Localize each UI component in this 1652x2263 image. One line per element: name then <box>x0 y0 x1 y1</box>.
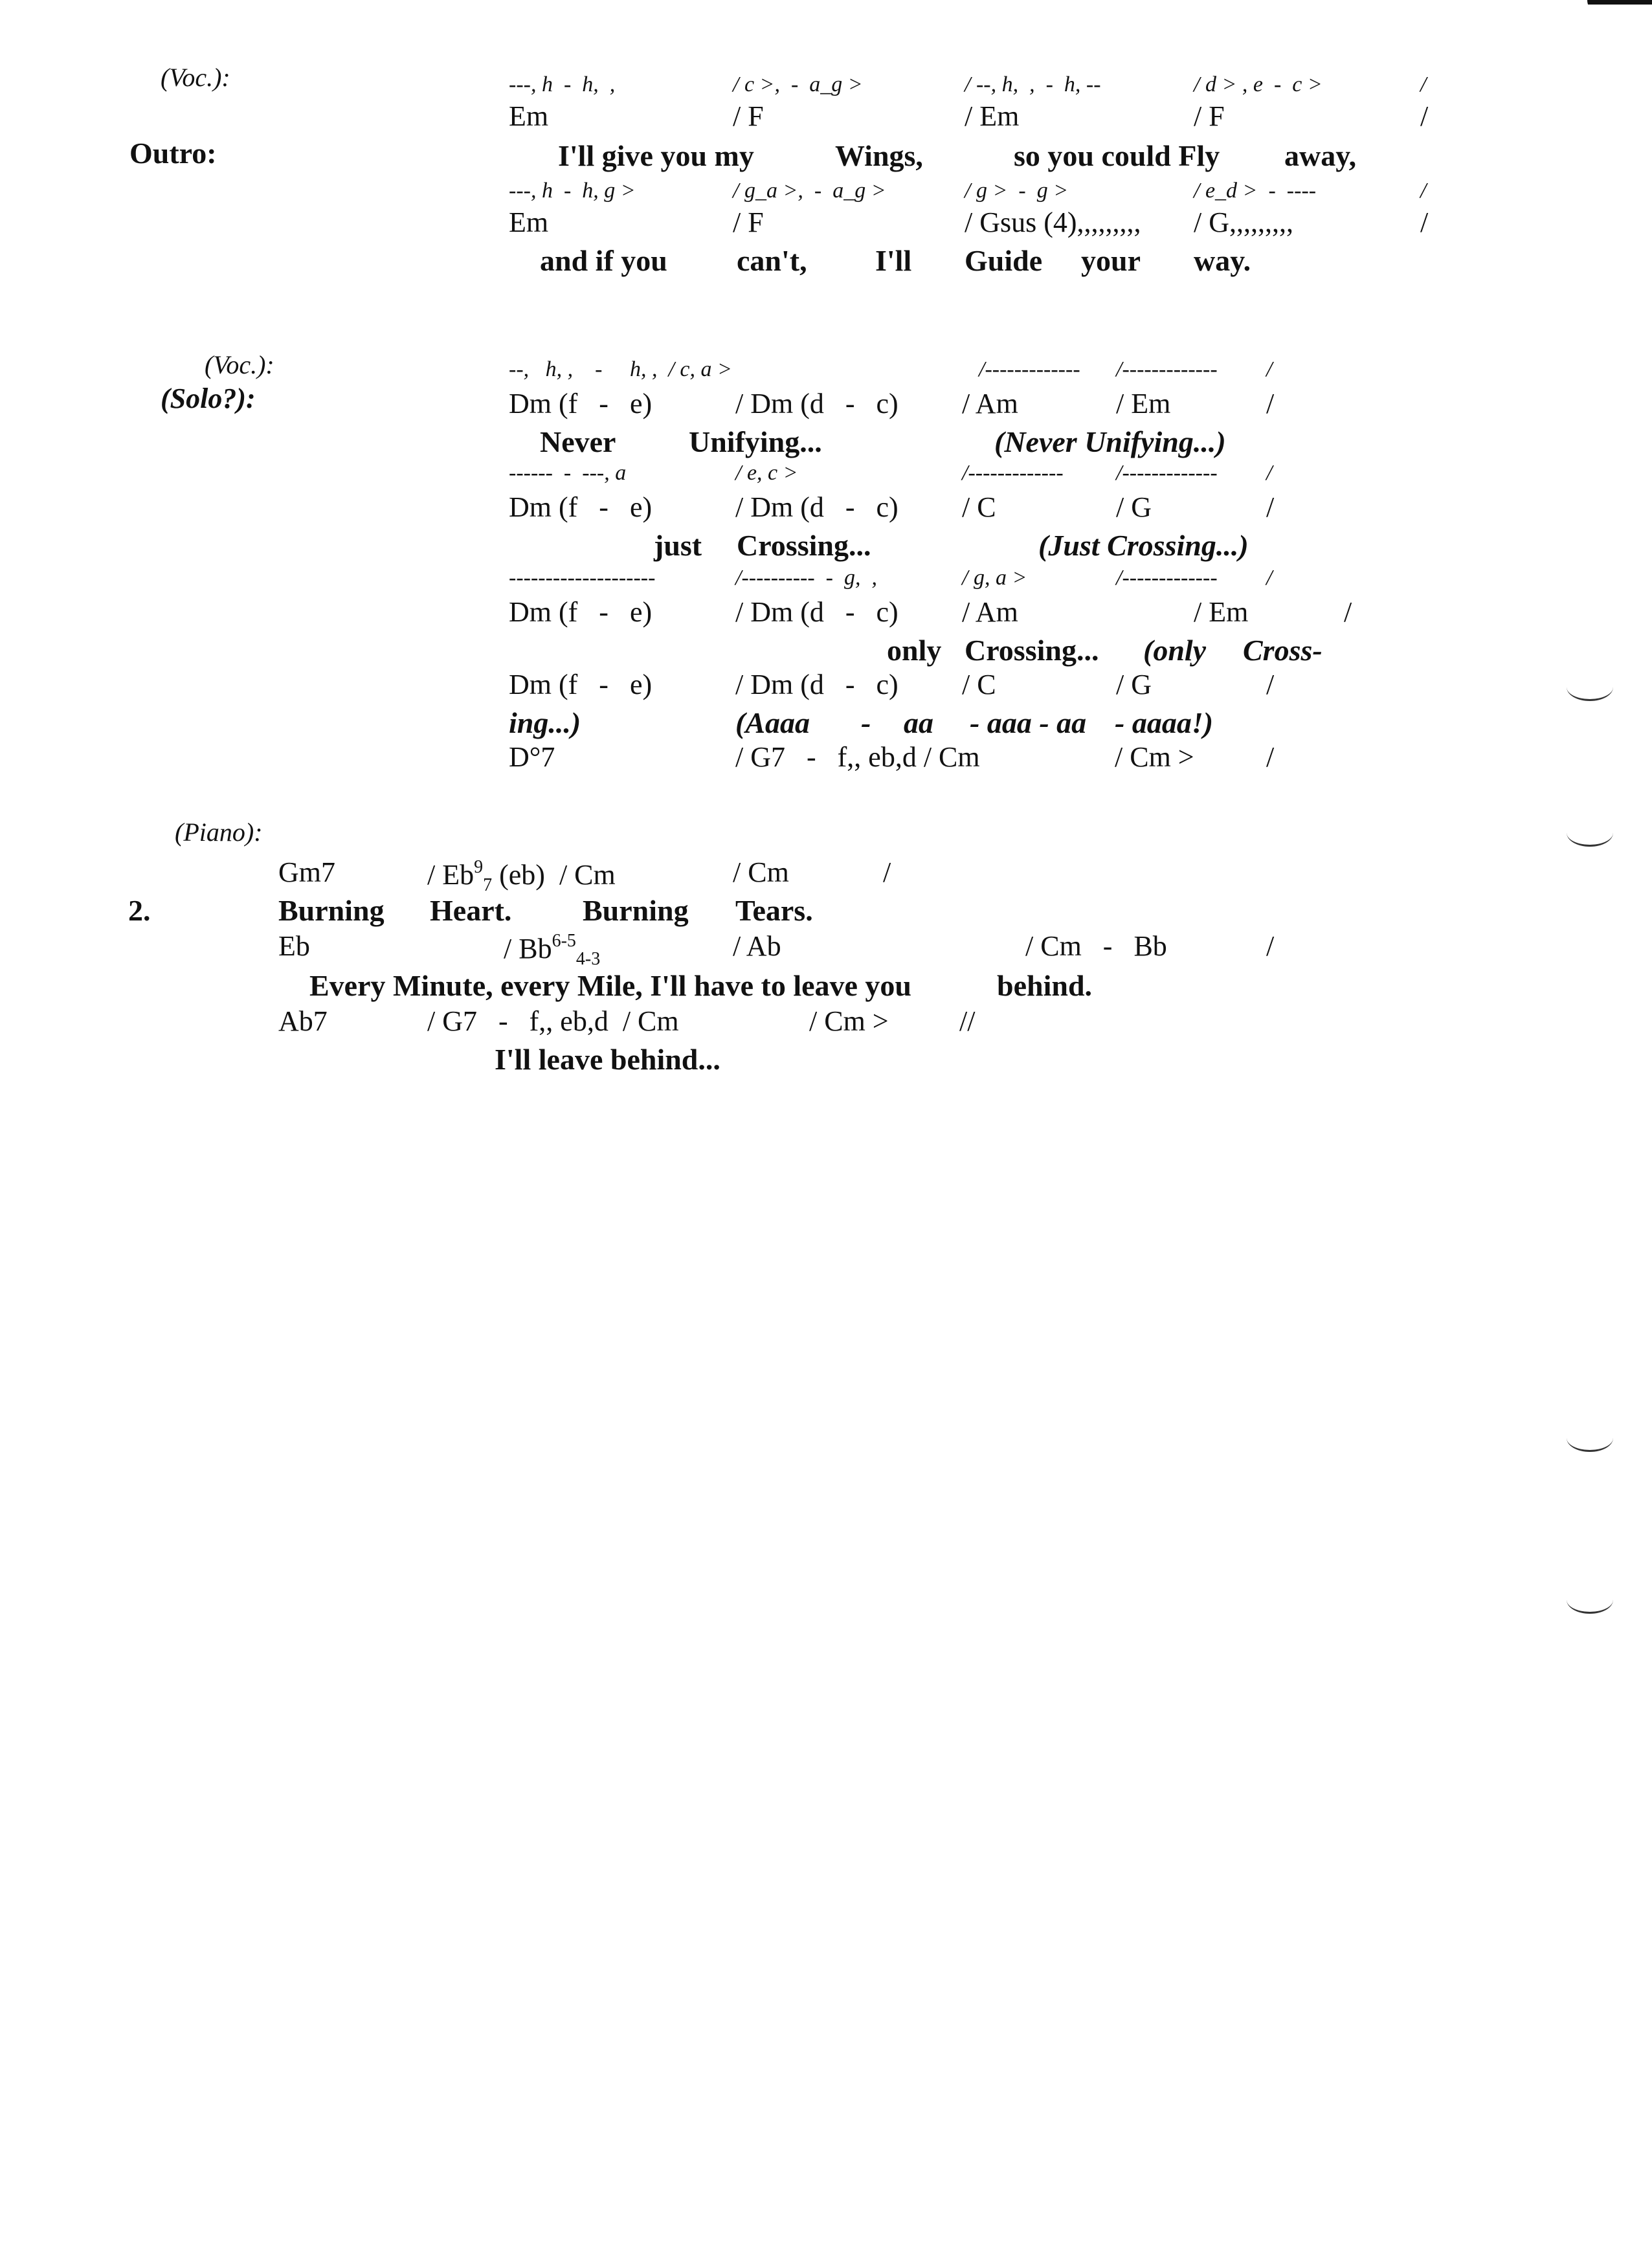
chord-line: Em <box>509 206 549 238</box>
melody-line: / <box>1420 179 1427 203</box>
chord-line: / Dm (d - c) <box>735 491 899 523</box>
lyric-line: Never <box>540 425 616 458</box>
melody-line: / g > - g > <box>965 179 1069 203</box>
melody-line: /------------- <box>1116 357 1218 381</box>
chord-line: / G <box>1116 669 1152 700</box>
chord-line: / Em <box>1194 596 1249 628</box>
punch-hole-mark <box>1567 1586 1613 1614</box>
melody-line: /------------- <box>962 461 1064 485</box>
chord-line: / Em <box>1116 388 1171 419</box>
lyric-line: away, <box>1284 139 1357 172</box>
lyric-line: (Aaaa <box>735 706 810 739</box>
lyric-line: aa <box>904 706 933 739</box>
lyric-line: (Just Crossing...) <box>1038 529 1249 562</box>
chord-line: / <box>1266 930 1275 962</box>
lyric-line: Burning <box>583 894 689 927</box>
chord-line: Dm (f - e) <box>509 596 653 628</box>
chord-line: / C <box>962 491 996 523</box>
melody-line: / g_a >, - a_g > <box>733 179 886 203</box>
section-label-solo: (Solo?): <box>161 383 256 414</box>
lyric-line: Unifying... <box>689 425 822 458</box>
chord-line: Eb <box>278 930 310 962</box>
lyric-line: Guide <box>965 244 1043 277</box>
melody-line: / d > , e - c > <box>1194 72 1323 96</box>
chord-text: / Bb <box>504 933 552 964</box>
chord-line: / Dm (d - c) <box>735 388 899 419</box>
melody-line: /------------- <box>1116 566 1218 590</box>
lyric-line: - <box>861 706 871 739</box>
melody-line: -------------------- <box>509 566 656 590</box>
melody-line: / g, a > <box>962 566 1027 590</box>
melody-line: / --, h, , - h, -- <box>965 72 1101 96</box>
lyric-line: I'll <box>875 244 912 277</box>
chord-line: / G7 - f,, eb,d / Cm <box>735 741 980 773</box>
melody-line: / c >, - a_g > <box>733 72 863 96</box>
chord-line: / <box>1266 388 1275 419</box>
chord-line <box>504 932 600 968</box>
page-corner-mark <box>1587 0 1652 15</box>
chord-text: (eb) / Cm <box>492 859 616 891</box>
piano-label: (Piano): <box>175 818 263 847</box>
lyric-line: Crossing... <box>965 634 1099 667</box>
chord-line: / Em <box>965 100 1020 132</box>
chord-line: / Am <box>962 596 1018 628</box>
chord-line: / Gsus (4),,,,,,,,, <box>965 206 1141 238</box>
lyric-line: only <box>887 634 942 667</box>
punch-hole-mark <box>1567 819 1613 847</box>
chord-line: / Dm (d - c) <box>735 596 899 628</box>
lyric-line: (Never Unifying...) <box>994 425 1226 458</box>
melody-line: ------ - ---, a <box>509 461 627 485</box>
chord-line: / G7 - f,, eb,d / Cm <box>427 1005 679 1037</box>
chord-line: / Cm - Bb <box>1025 930 1167 962</box>
lyric-line: behind. <box>997 969 1093 1002</box>
verse-number: 2. <box>128 894 151 927</box>
lyric-line: (only <box>1143 634 1207 667</box>
lyric-line: I'll give you my <box>558 139 754 172</box>
voc-label: (Voc.): <box>161 63 230 92</box>
chord-line: Em <box>509 100 549 132</box>
voc-label: (Voc.): <box>205 350 274 379</box>
melody-line: / e, c > <box>735 461 798 485</box>
chord-line: / Dm (d - c) <box>735 669 899 700</box>
chord-subscript: 4-3 <box>575 949 601 969</box>
chord-subscript: 7 <box>483 875 493 895</box>
lyric-line: Cross- <box>1243 634 1323 667</box>
chord-line: Dm (f - e) <box>509 491 653 523</box>
lyric-line: Wings, <box>835 139 923 172</box>
chord-line: / C <box>962 669 996 700</box>
chord-line <box>427 858 616 895</box>
melody-line: / <box>1266 566 1273 590</box>
melody-line: /---------- - g, , <box>735 566 877 590</box>
chord-line: / <box>1266 741 1275 773</box>
lyric-line: way. <box>1194 244 1251 277</box>
chord-line: // <box>959 1005 976 1037</box>
chord-line: / Ab <box>733 930 781 962</box>
chord-line: / G <box>1116 491 1152 523</box>
chord-line: / G,,,,,,,,, <box>1194 206 1293 238</box>
chord-line: D°7 <box>509 741 555 773</box>
lyric-line: ing...) <box>509 706 581 739</box>
lyric-line: can't, <box>737 244 807 277</box>
chord-line: Dm (f - e) <box>509 388 653 419</box>
lyric-line: so you could Fly <box>1014 139 1220 172</box>
lyric-line: Tears. <box>735 894 813 927</box>
lyric-line: Heart. <box>430 894 512 927</box>
melody-line: / <box>1266 461 1273 485</box>
chord-superscript: 9 <box>474 857 484 877</box>
chord-text: / Eb <box>427 859 474 891</box>
lyric-line: - aaa - aa <box>970 706 1087 739</box>
lyric-line: Crossing... <box>737 529 871 562</box>
melody-line: / e_d > - ---- <box>1194 179 1317 203</box>
punch-hole-mark <box>1567 673 1613 701</box>
chord-line: Dm (f - e) <box>509 669 653 700</box>
lyric-line: - aaaa!) <box>1115 706 1214 739</box>
melody-line: / <box>1420 72 1427 96</box>
chord-line: / <box>883 856 891 888</box>
melody-line: ---, h - h, , <box>509 72 616 96</box>
lyric-line: and if you <box>540 244 667 277</box>
lyric-line: just <box>654 529 702 562</box>
lyric-line: Every Minute, every Mile, I'll have to leave you <box>309 969 912 1002</box>
chord-line: / <box>1420 100 1429 132</box>
chord-line: / Cm > <box>1115 741 1194 773</box>
melody-line: ---, h - h, g > <box>509 179 636 203</box>
chord-superscript: 6-5 <box>552 931 576 951</box>
chord-line: / Am <box>962 388 1018 419</box>
chord-line: / <box>1266 669 1275 700</box>
chord-line: / F <box>733 100 764 132</box>
section-label-outro: Outro: <box>129 137 217 170</box>
chord-line: / <box>1266 491 1275 523</box>
chord-line: / <box>1344 596 1352 628</box>
lyric-line: Burning <box>278 894 385 927</box>
chord-line: / F <box>733 206 764 238</box>
chord-line: / <box>1420 206 1429 238</box>
melody-line: --, h, , - h, , / c, a > <box>509 357 732 381</box>
melody-line: /------------- <box>979 357 1080 381</box>
chord-line: / F <box>1194 100 1225 132</box>
lyric-line: I'll leave behind... <box>495 1043 720 1076</box>
melody-line: / <box>1266 357 1273 381</box>
chord-line: Gm7 <box>278 856 335 888</box>
chord-line: / Cm <box>733 856 789 888</box>
punch-hole-mark <box>1567 1424 1613 1452</box>
chord-line: Ab7 <box>278 1005 328 1037</box>
chord-line: / Cm > <box>809 1005 889 1037</box>
melody-line: /------------- <box>1116 461 1218 485</box>
lyric-line: your <box>1081 244 1141 277</box>
